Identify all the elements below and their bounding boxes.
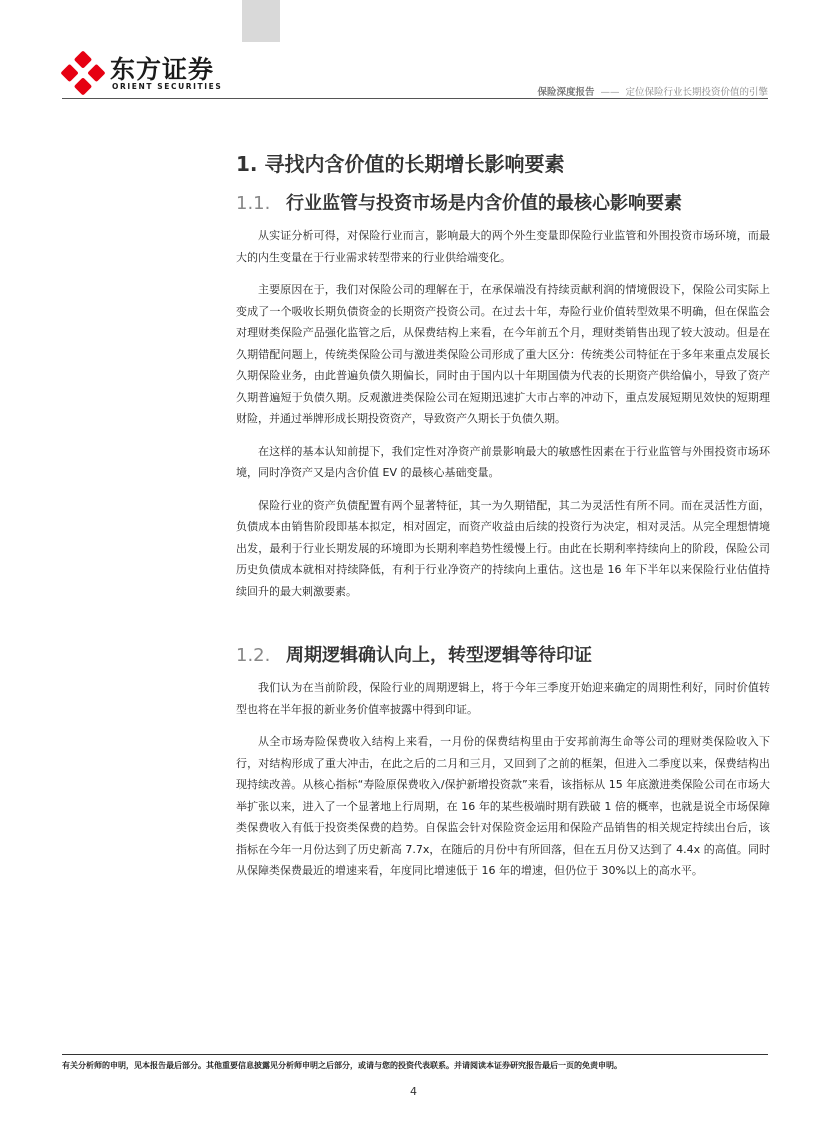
logo-chinese-text: 东方证券 [110,55,215,84]
report-title: 定位保险行业长期投资价值的引擎 [625,87,768,98]
paragraph: 主要原因在于，我们对保险公司的理解在于，在承保端没有持续贡献利润的情境假设下，保险公司实际上变成了一个吸收长期负债资金的长期资产投资公司。在过去十年，寿险行业价值转型效果不明确，但在保监会对理财类保险产品强化监管之后，从保费结构上来看，在今年前五个月，理财类销售出现了较大波动。但是在久期错配问题上，传统类保险公司与激进类保险公司形成了重大区分：传统类公司特征在于多年来重点发展长久期保险业务，由此普遍负债久期偏长，同时由于国内以十年期国债为代表的长期资产供给偏小，导致了资产久期普遍短于负债久期。反观激进类保险公司在短期迅速扩大市占率的冲动下，重点发展短期见效快的短期理财险，并通过举牌形成长期投资资产，导致资产久期长于负债久期。 [236,283,770,425]
footer-divider [62,1054,768,1055]
paragraph: 我们认为在当前阶段，保险行业的周期逻辑上，将于今年三季度开始迎来确定的周期性利好，同时价值转型也将在半年报的新业务价值率披露中得到印证。 [236,681,770,716]
page-number: 4 [410,1085,417,1098]
paragraph: 从实证分析可得，对保险行业而言，影响最大的两个外生变量即保险行业监管和外围投资市场环境，而最大的内生变量在于行业需求转型带来的行业供给端变化。 [236,229,770,264]
orient-logo-icon [60,50,106,96]
header-gray-tab [242,0,280,42]
section-title: 行业监管与投资市场是内含价值的最核心影响要素 [286,193,682,214]
report-type: 保险深度报告 [537,87,595,98]
section-heading-1-1 [236,191,770,217]
main-content [236,150,770,893]
paragraph: 保险行业的资产负债配置有两个显著特征，其一为久期错配，其二为灵活性有所不同。而在灵活性方面，负债成本由销售阶段即基本拟定，相对固定，而资产收益由后续的投资行为决定，相对灵活。从完全理想情境出发，最利于行业长期发展的环境即为长期利率趋势性缓慢上行。由此在长期利率持续向上的阶段，保险公司历史负债成本就相对持续降低，有利于行业净资产的持续向上重估。这也是 16 年下半年以来保险行业估值持续回升的最大刺激要素。 [236,498,770,598]
section-heading-1-2 [236,643,770,669]
paragraph: 在这样的基本认知前提下，我们定性对净资产前景影响最大的敏感性因素在于行业监管与外围投资市场环境，同时净资产又是内含价值 EV 的最核心基础变量。 [236,444,770,479]
paragraph: 从全市场寿险保费收入结构上来看，一月份的保费结构里由于安邦前海生命等公司的理财类保险收入下行，对结构形成了重大冲击，在此之后的二月和三月，又回到了之前的框架，但进入二季度以来，保费结构出现持续改善。从核心指标“寿险原保费收入/保护新增投资款”来看，该指标从 15 年底激进类保险公司在市场大举扩张以来，进入了一个显著地上行周期，在 16 年的某些极端时期有跌破 1 倍的概率，也就是说全市场保障类保费收入有低于投资类保费的趋势。自保监会针对保险资金运用和保险产品销售的相关规定持续出台后，该指标在今年一月份达到了历史新高 7.7x，在随后的月份中有所回落，但在五月份又达到了 4.4x 的高值。同时从保障类保费最近的增速来看，年度同比增速低于 16 年的增速，但仍位于 30%以上的高水平。 [236,735,770,877]
section-number: 1.1. [236,193,271,214]
running-header [537,84,768,98]
section-number: 1.2. [236,645,271,666]
disclaimer-text: 有关分析师的申明，见本报告最后部分。其他重要信息披露见分析师申明之后部分，或请与您的投资代表联系。并请阅读本证券研究报告最后一页的免责申明。 [62,1061,622,1070]
section-title: 周期逻辑确认向上，转型逻辑等待印证 [286,645,592,666]
header-separator: —— [600,87,620,98]
chapter-heading: 1. 寻找内含价值的长期增长影响要素 [236,152,565,176]
logo-english-text: ORIENT SECURITIES [112,82,223,91]
header-divider [62,98,768,99]
